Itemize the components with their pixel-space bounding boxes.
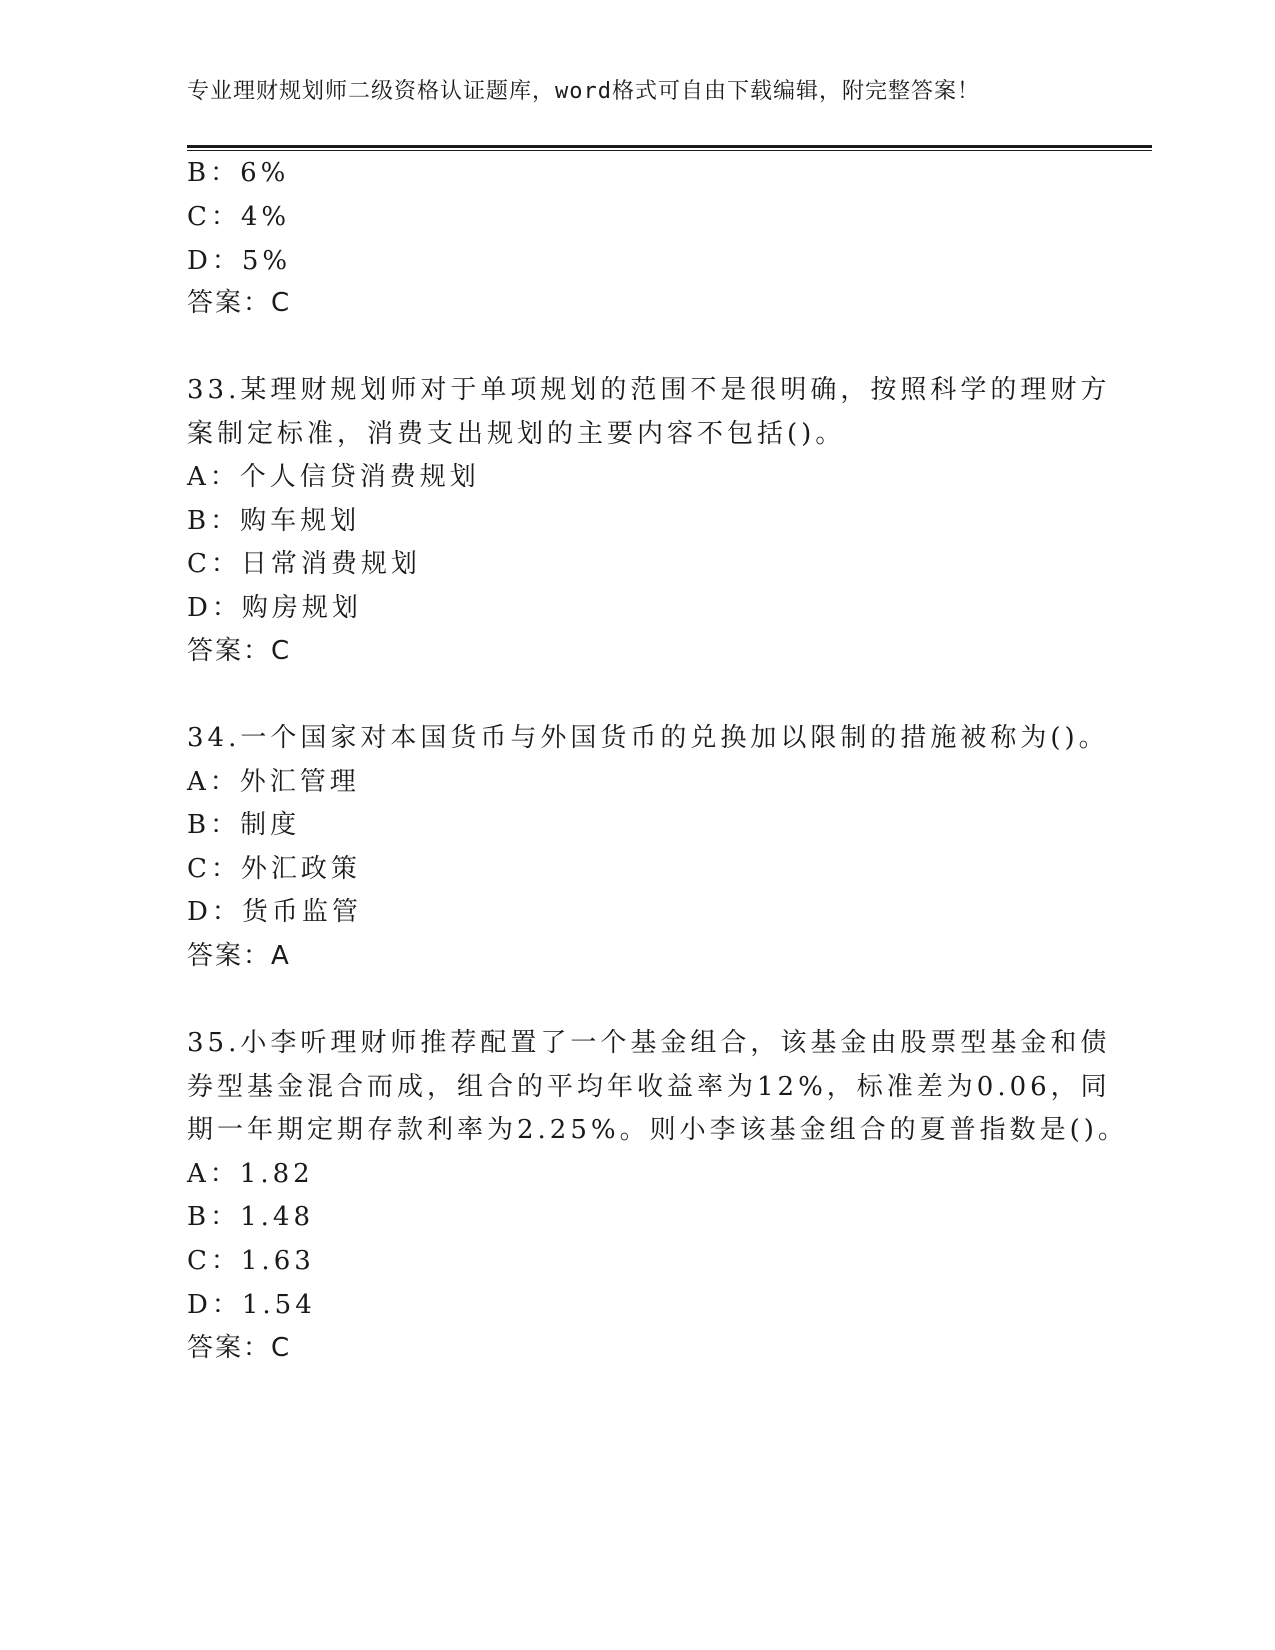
question-33-option-d: D：购房规划 [187, 593, 362, 623]
option-b: B：6% [187, 158, 290, 188]
header-rule-thick [187, 145, 1152, 148]
question-34-text-line-1: 34.一个国家对本国货币与外国货币的兑换加以限制的措施被称为()。 [187, 723, 1109, 753]
question-33-answer: 答案：C [187, 636, 292, 666]
header-rule-thin [187, 150, 1152, 151]
option-d: D：5% [187, 246, 292, 276]
question-34-option-c: C：外汇政策 [187, 854, 361, 884]
question-34-option-d: D：货币监管 [187, 897, 362, 927]
question-34-option-a: A：外汇管理 [187, 767, 360, 797]
question-35-text-line-3: 期一年期定期存款利率为2.25%。则小李该基金组合的夏普指数是()。 [187, 1115, 1128, 1145]
question-35-text-line-1: 35.小李听理财师推荐配置了一个基金组合，该基金由股票型基金和债 [187, 1028, 1111, 1058]
question-34-answer: 答案：A [187, 941, 291, 971]
page-header: 专业理财规划师二级资格认证题库，word格式可自由下载编辑，附完整答案！ [187, 79, 980, 104]
question-34-option-b: B：制度 [187, 810, 301, 840]
question-35-option-c: C：1.63 [187, 1246, 315, 1276]
question-33-text-line-1: 33.某理财规划师对于单项规划的范围不是很明确，按照科学的理财方 [187, 375, 1111, 405]
question-33-text-line-2: 案制定标准，消费支出规划的主要内容不包括()。 [187, 419, 846, 449]
question-33-option-c: C：日常消费规划 [187, 549, 421, 579]
answer-line: 答案：C [187, 288, 292, 318]
question-33-option-b: B：购车规划 [187, 506, 361, 536]
question-35-answer: 答案：C [187, 1333, 292, 1363]
question-35-option-a: A：1.82 [187, 1159, 314, 1189]
question-35-option-d: D：1.54 [187, 1290, 316, 1320]
question-35-text-line-2: 券型基金混合而成，组合的平均年收益率为12%，标准差为0.06，同 [187, 1072, 1111, 1102]
question-33-option-a: A：个人信贷消费规划 [187, 462, 480, 492]
question-35-option-b: B：1.48 [187, 1202, 314, 1232]
option-c: C：4% [187, 202, 291, 232]
